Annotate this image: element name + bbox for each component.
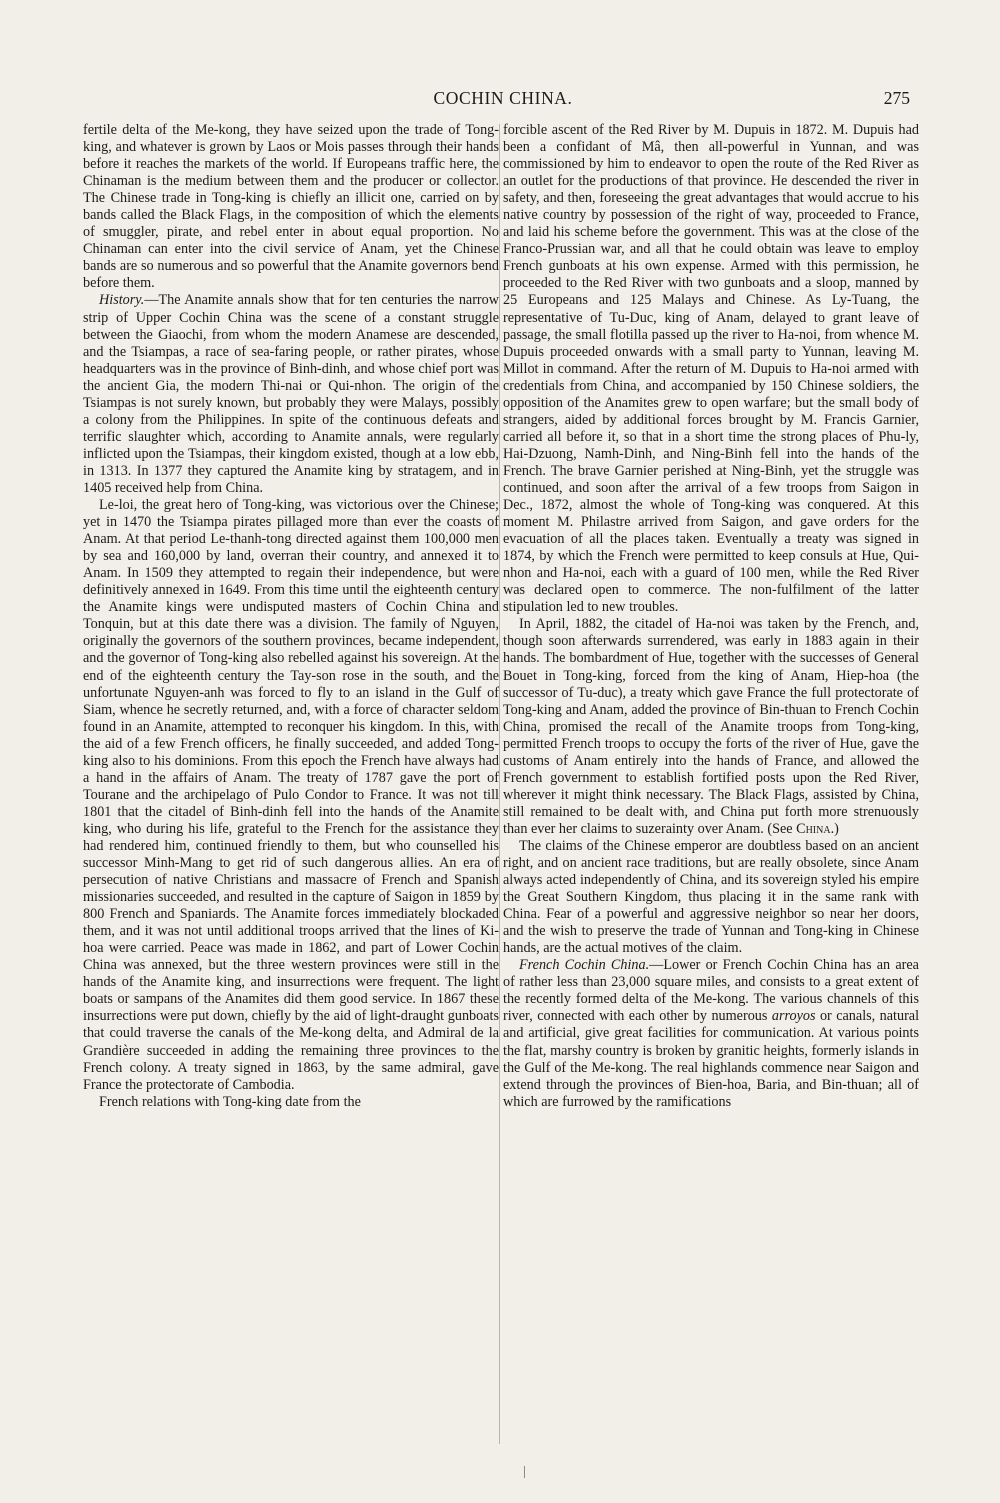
print-mark	[524, 1466, 525, 1478]
paragraph: French relations with Tong-king date from the	[99, 1093, 361, 1110]
paragraph: The claims of the Chinese emperor are doubtless based on an ancient right, and on ancient race traditions, but are really obsolete, since Anam always acted independently of China, and its sovereign styled his empire the Great Southern Kingdom, thus placing it in the same rank with China. Fear of a powerful and aggressive neighbor so near her doors, and the wish to preserve the trade of Yunnan and Tong-king in Chinese hands, are the actual motives of the claim.	[503, 837, 919, 957]
paragraph-text: .)	[830, 820, 839, 837]
page-header	[86, 86, 920, 116]
paragraph: Le-loi, the great hero of Tong-king, was victorious over the Chinese; yet in 1470 the Tsiampa pirates pillaged more than ever the coasts of Anam. At that period Le-thanh-tong directed against them 100,000 men by sea and 160,000 by land, overran their country, and annexed it to Anam. In 1509 they attempted to regain their independence, but were definitively annexed in 1649. From this time until the eighteenth century the Anamite kings were undisputed masters of Cochin China and Tonquin, but at this date there was a division. The family of Nguyen, originally the governors of the southern provinces, became independent, and the governor of Tong-king also rebelled against his sovereign. At the end of the eighteenth century the Tay-son rose in the south, and the unfortunate Nguyen-anh was forced to fly to an island in the Gulf of Siam, whence he secretly returned, and, with a force of character seldom found in an Anamite, attempted to reconquer his kingdom. In this, with the aid of a few French officers, he finally succeeded, and added Tong-king also to his dominions. From this epoch the French have always had a hand in the affairs of Anam. The treaty of 1787 gave the port of Tourane and the archipelago of Pulo Condor to France. It was not till 1801 that the citadel of Binh-dinh fell into the hands of the Anamite king, who during his life, grateful to the French for the assistance they had rendered him, continued friendly to them, but who counselled his successor Minh-Mang to get rid of such dangerous allies. An era of persecution of native Christians and massacre of French and Spanish missionaries succeeded, and resulted in the capture of Saigon in 1859 by 800 French and Spaniards. The Anamite forces immediately blockaded them, and it was not until additional troops arrived that the lines of Ki-hoa were carried. Peace was made in 1862, and part of Lower Cochin China was annexed, but the three western provinces were still in the hands of the Anamite king, and insurrections were frequent. The light boats or sampans of the Anamites did them good service. In 1867 these insurrections were put down, chiefly by the aid of light-draught gunboats that could traverse the canals of the Me-kong delta, and Admiral de la Grandière succeeded in adding the remaining three provinces to the French colony. A treaty signed in 1863, by the same admiral, gave France the protectorate of Cambodia.	[83, 497, 499, 1093]
cross-reference: China	[796, 820, 831, 837]
paragraph-text: In April, 1882, the citadel of Ha-noi was taken by the French, and, though soon afterwards surrendered, was early in 1883 again in their hands. The bombardment of Hue, together with the successes of General Bouet in Tong-king, forced from the king of Anam, Hiep-hoa (the successor of Tu-duc), a treaty which gave France the full protectorate of Tong-king and Anam, added the province of Bin-thuan to French Cochin China, promised the recall of the Anamite troops from Tong-king, permitted French troops to occupy the forts of the river of Hue, gave the customs of Anam entirely into the hands of France, and allowed the French government to establish fortified posts upon the Red River, wherever it might think necessary. The Black Flags, assisted by China, still remained to be dealt with, and China put forth more strenuously than ever her claims to suzerainty over Anam. (See	[503, 616, 919, 837]
paragraph-history	[83, 292, 499, 497]
paragraph-text: —Lower or French Cochin China has an area of rather less than 23,000 square miles, and consists to a great extent of the recently formed delta of the Me-kong. The various channels of this river, connected with each other by numerous	[503, 957, 919, 1025]
left-column	[83, 122, 499, 1111]
right-column	[503, 122, 919, 1111]
paragraph-french-cochin-china	[503, 957, 919, 1110]
paragraph-text: —The Anamite annals show that for ten centuries the narrow strip of Upper Cochin China was the scene of a constant struggle between the Giaochi, from whom the modern Anamese are descended, and the Tsiampas, a race of sea-faring people, or rather pirates, whose headquarters was in the province of Binh-dinh, and whose chief port was the ancient Gia, the modern Thi-nai or Qui-nhon. The origin of the Tsiampas is not surely known, but probably they were Malays, possibly a colony from the Philippines. In spite of the continuous defeats and terrific slaughter which, according to Anamite annals, were regularly inflicted upon the Tsiampas, their kingdom existed, though at a low ebb, in 1313. In 1377 they captured the Anamite king by stratagem, and in 1405 received help from China.	[83, 292, 499, 496]
italic-term: arroyos	[771, 1008, 816, 1025]
running-title: COCHIN CHINA.	[433, 88, 573, 108]
page-number: 275	[883, 88, 910, 108]
paragraph	[503, 616, 919, 838]
paragraph-text: or canals, natural and artificial, give great facilities for communication. At various points the flat, marshy country is broken by granitic heights, formerly islands in the Gulf of the Me-kong. The real highlands commence near Saigon and extend through the provinces of Bien-hoa, Baria, and Bin-thuan; all of which are furrowed by the ramifications	[503, 1008, 920, 1110]
paragraph: forcible ascent of the Red River by M. Dupuis in 1872. M. Dupuis had been a confidant of Mâ, then all-powerful in Yunnan, and was commissioned by him to endeavor to open the route of the Red River as an outlet for the productions of that province. He descended the river in safety, and then, foreseeing the great advantages that would accrue to his native country by possession of the right of way, proceeded to France, and laid his scheme before the government. This was at the close of the Franco-Prussian war, and all that he could obtain was leave to employ French gunboats at his own expense. Armed with this permission, he proceeded to the Red River with two gunboats and a sloop, manned by 25 Europeans and 125 Malays and Chinese. As Ly-Tuang, the representative of Tu-Duc, king of Anam, delayed to grant leave of passage, the small flotilla passed up the river to Ha-noi, from whence M. Dupuis proceeded onwards with a small party to Yunnan, leaving M. Millot in command. After the return of M. Dupuis to Ha-noi armed with credentials from China, and accompanied by 150 Chinese soldiers, the opposition of the Anamites grew to open warfare; but the small body of strangers, aided by additional forces brought by M. Francis Garnier, carried all before it, so that in a short time the strong places of Phu-ly, Hai-Dzuong, Namh-Dinh, and Ning-Binh fell into the hands of the French. The brave Garnier perished at Ning-Binh, yet the struggle was continued, and soon after the arrival of a few troops from Saigon in Dec., 1872, almost the whole of Tong-king was conquered. At this moment M. Philastre arrived from Saigon, and gave orders for the evacuation of all the places taken. Eventually a treaty was signed in 1874, by which the French were permitted to keep consuls at Hue, Qui-nhon and Ha-noi, each with a guard of 100 men, while the Red River was declared open to commerce. The non-fulfilment of the latter stipulation led to new troubles.	[503, 122, 919, 616]
column-divider	[499, 124, 500, 1444]
section-heading-history: History.	[99, 292, 145, 309]
paragraph: fertile delta of the Me-kong, they have seized upon the trade of Tong-king, and whatever is grown by Laos or Mois passes through their hands before it reaches the markets of the world. If Europeans traffic here, the Chinaman is the medium between them and the producer or collector. The Chinese trade in Tong-king is chiefly an illicit one, carried on by bands called the Black Flags, in the composition of which the elements of smuggler, pirate, and rebel enter in about equal proportion. No Chinaman can enter into the civil service of Anam, yet the Chinese bands are so numerous and so powerful that the Anamite governors bend before them.	[83, 122, 499, 292]
section-heading-french-cochin-china: French Cochin China.	[519, 957, 650, 974]
